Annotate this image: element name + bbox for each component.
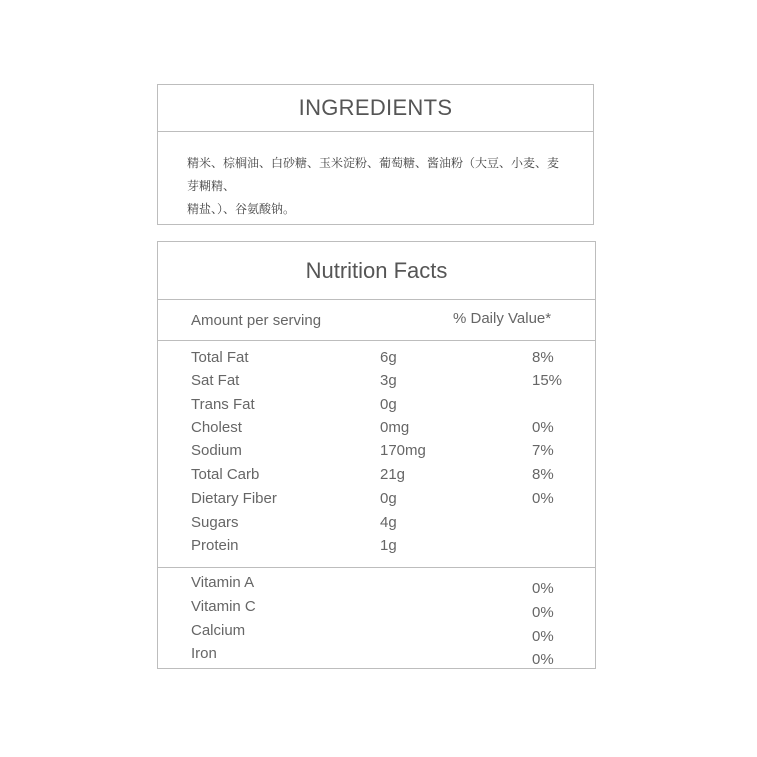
nutrient-amount: 0g (380, 396, 397, 413)
nutrient-percent: 15% (532, 372, 563, 389)
vitamin-row (158, 574, 595, 598)
daily-value-label: % Daily Value* (453, 310, 552, 327)
vitamin-row (158, 622, 595, 646)
ingredients-line: 精盐、）、谷氨酸钠。 (187, 202, 296, 216)
nutrient-name: Protein (191, 537, 239, 554)
nutrient-percent: 8% (532, 349, 554, 366)
amount-per-serving-label: Amount per serving (191, 312, 322, 329)
nutrient-name: Dietary Fiber (191, 490, 277, 507)
nutrient-name: Sodium (191, 442, 242, 459)
nutrient-row (158, 349, 595, 369)
nutrient-percent: 0% (532, 490, 554, 507)
nutrient-amount: 4g (380, 514, 397, 531)
nutrient-percent: 7% (532, 442, 554, 459)
nutrient-row (158, 396, 595, 416)
vitamin-row (158, 645, 595, 669)
nutrition-facts-panel (157, 241, 596, 669)
nutrient-row (158, 372, 595, 392)
nutrient-amount: 0g (380, 490, 397, 507)
ingredients-title: INGREDIENTS (298, 95, 453, 120)
vitamin-percent: 0% (532, 580, 554, 597)
serving-header-row (158, 300, 595, 341)
nutrient-name: Total Fat (191, 349, 249, 366)
vitamin-name: Vitamin C (191, 598, 256, 615)
nutrition-header (158, 242, 595, 300)
vitamin-row (158, 598, 595, 622)
nutrient-name: Trans Fat (191, 396, 255, 413)
nutrient-row (158, 466, 595, 486)
ingredients-header (158, 85, 593, 132)
nutrient-amount: 3g (380, 372, 397, 389)
vitamin-percent: 0% (532, 628, 554, 645)
vitamin-name: Iron (191, 645, 217, 662)
nutrient-amount: 0mg (380, 419, 410, 436)
nutrient-amount: 21g (380, 466, 406, 483)
vitamin-name: Calcium (191, 622, 246, 639)
nutrient-name: Sugars (191, 514, 239, 531)
nutrient-row (158, 419, 595, 439)
nutrient-amount: 6g (380, 349, 397, 366)
nutrient-percent: 8% (532, 466, 554, 483)
nutrient-amount: 1g (380, 537, 397, 554)
nutrient-row (158, 442, 595, 462)
nutrient-table (158, 341, 595, 568)
ingredients-line: 精米、棕榈油、白砂糖、玉米淀粉、葡萄糖、酱油粉（大豆、小麦、麦芽糊精、 (187, 156, 560, 193)
vitamin-table (158, 568, 595, 668)
nutrient-name: Cholest (191, 419, 242, 436)
nutrient-amount: 170mg (380, 442, 426, 459)
nutrient-name: Sat Fat (191, 372, 240, 389)
nutrient-percent: 0% (532, 419, 554, 436)
vitamin-percent: 0% (532, 651, 554, 668)
ingredients-text (158, 132, 593, 221)
nutrient-row (158, 490, 595, 510)
nutrient-row (158, 514, 595, 534)
nutrient-name: Total Carb (191, 466, 260, 483)
nutrient-row (158, 537, 595, 557)
vitamin-name: Vitamin A (191, 574, 255, 591)
ingredients-panel (157, 84, 594, 225)
vitamin-percent: 0% (532, 604, 554, 621)
nutrition-title: Nutrition Facts (305, 257, 448, 283)
